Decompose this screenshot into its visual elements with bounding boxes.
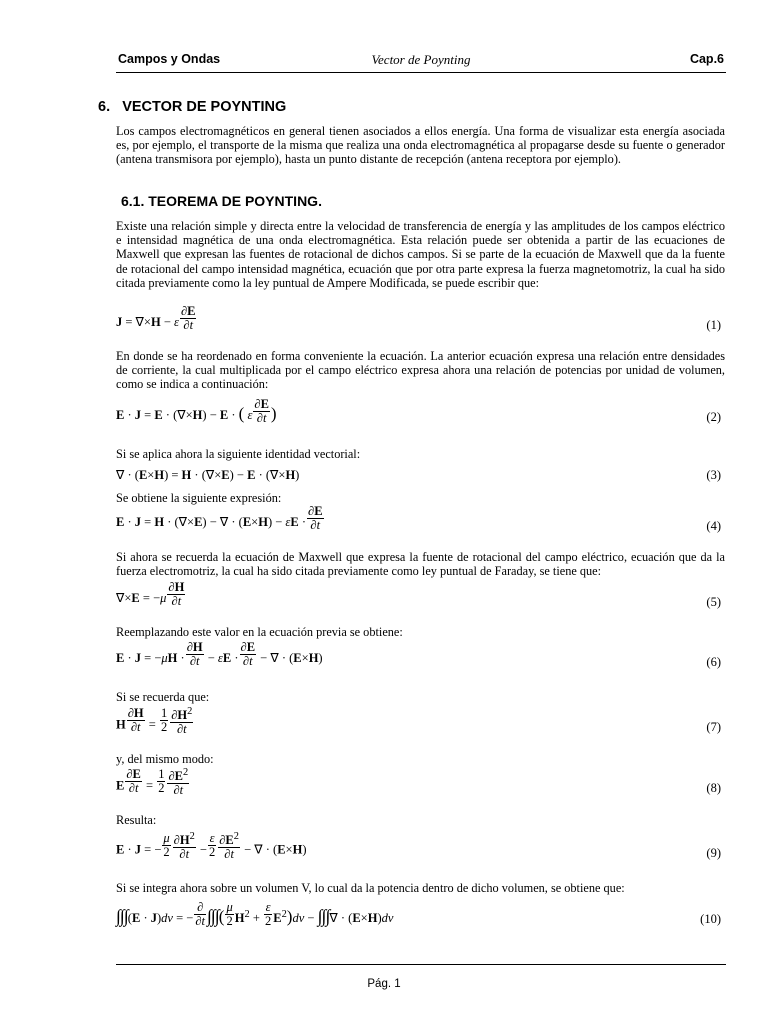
paragraph-1: Existe una relación simple y directa entre la velocidad de transferencia de energía y las amplitudes de los campos eléctrico e intensidad magnética de una onda electromagnética. Esta relación puede ser obtenida a partir de las ecuaciones de Maxwell que expresan las fuentes de rotacional de dichos campos. Si se parte de la ecuación de Maxwell que da la fuente de rotacional del campo intensidad magnética, ecuación que por otra parte expresa la fuerza magnetomotriz, la cual ha sido citada previamente como la ley puntual de Ampere Modificada, se puede escribir que:	[116, 219, 725, 290]
equation-number-3: (3)	[706, 468, 721, 482]
paragraph-9: Resulta:	[116, 813, 157, 827]
equation-number-6: (6)	[706, 655, 721, 669]
paragraph-8: y, del mismo modo:	[116, 752, 214, 766]
equation-2: E · J = E · (∇×H) − E · ( ε $\frac{\partial E}{\partial t}$ ) (2)	[116, 396, 721, 425]
paragraph-5: Si ahora se recuerda la ecuación de Maxwell que expresa la fuente de rotacional del campo eléctrico, ecuación que da la fuerza electromotriz, la cual ha sido citada previamente como ley puntual de Faraday, se tiene que:	[116, 550, 725, 579]
footer-rule	[116, 964, 726, 965]
section-heading	[98, 99, 286, 115]
paragraph-3: Si se aplica ahora la siguiente identidad vectorial:	[116, 447, 361, 461]
section-number: 6.	[98, 99, 111, 115]
intro-paragraph: Los campos electromagnéticos en general tienen asociados a ellos energía. Una forma de visualizar esta energía asociada es, por ejemplo, el transporte de la misma que realiza una onda electromagnética al propagarse desde su fuente o generador (antena transmisora por ejemplo), hasta un punto distante de recepción (antena receptora por ejemplo).	[116, 124, 725, 167]
subsection-heading: 6.1. TEOREMA DE POYNTING.	[121, 193, 322, 209]
page-header	[118, 52, 724, 70]
equation-3: ∇ · (E×H) = H · (∇×E) − E · (∇×H) (3)	[116, 468, 721, 482]
equation-number-2: (2)	[706, 410, 721, 424]
equation-number-7: (7)	[706, 720, 721, 734]
equation-number-8: (8)	[706, 781, 721, 795]
equation-8: E $\frac{\partial E}{\partial t}$ = $\frac{1}{2}$ $\frac{\partial E^2}{\partial t}$ (8)	[116, 767, 721, 798]
equation-6: E · J = −μH · $\frac{\partial H}{\partial t}$ − εE · $\frac{\partial E}{\partial t}$ − ∇ · (E×H) (6)	[116, 639, 721, 669]
paragraph-6: Reemplazando este valor en la ecuación previa se obtiene:	[116, 625, 403, 639]
equation-number-9: (9)	[706, 846, 721, 860]
equation-number-5: (5)	[706, 595, 721, 609]
equation-number-10: (10)	[700, 912, 721, 926]
equation-10: ∫∫∫(E · J)dv = − $\frac{\partial}{\partial t}$ ∫∫∫( $\frac{\mu}{2}$ $H^2$ + $\frac{\varepsilon}{2}$ $E^2)dv$ − ∫∫∫∇ · (E×H)dv (10)	[116, 899, 721, 928]
page-number: Pág. 1	[367, 978, 401, 990]
paragraph-4: Se obtiene la siguiente expresión:	[116, 491, 282, 505]
equation-9: E · J = − $\frac{\mu}{2}$ $\frac{\partial H^2}{\partial t}$ − $\frac{\varepsilon}{2}$ $\frac{\partial E^2}{\partial t}$ − ∇ · (E×H) (9)	[116, 831, 721, 862]
header-chapter-topic: Vector de Poynting	[371, 52, 471, 67]
equation-1: J = ∇×H − ε $\frac{\partial E}{\partial t}$ (1)	[116, 303, 721, 332]
section-title: VECTOR DE POYNTING	[122, 99, 287, 115]
header-rule	[116, 72, 726, 73]
header-course-title: Campos y Ondas	[118, 52, 221, 66]
equation-4: E · J = H · (∇×E) − ∇ · (E×H) − εE · $\frac{\partial E}{\partial t}$ (4)	[116, 503, 721, 533]
header-chapter-number: Cap.6	[689, 52, 724, 66]
equation-5: ∇×E = −μ $\frac{\partial H}{\partial t}$ (5)	[116, 579, 721, 609]
equation-number-4: (4)	[706, 519, 721, 533]
equation-7: H $\frac{\partial H}{\partial t}$ = $\frac{1}{2}$ $\frac{\partial H^2}{\partial t}$ (7)	[116, 706, 721, 737]
equation-number-1: (1)	[706, 318, 721, 332]
paragraph-10: Si se integra ahora sobre un volumen V, lo cual da la potencia dentro de dicho volumen, se obtiene que:	[116, 881, 625, 895]
paragraph-2: En donde se ha reordenado en forma conveniente la ecuación. La anterior ecuación expresa una relación entre densidades de corriente, la cual multiplicada por el campo eléctrico expresa ahora una relación de potencias por unidad de volumen, como se indica a continuación:	[116, 349, 725, 392]
paragraph-7: Si se recuerda que:	[116, 690, 210, 704]
